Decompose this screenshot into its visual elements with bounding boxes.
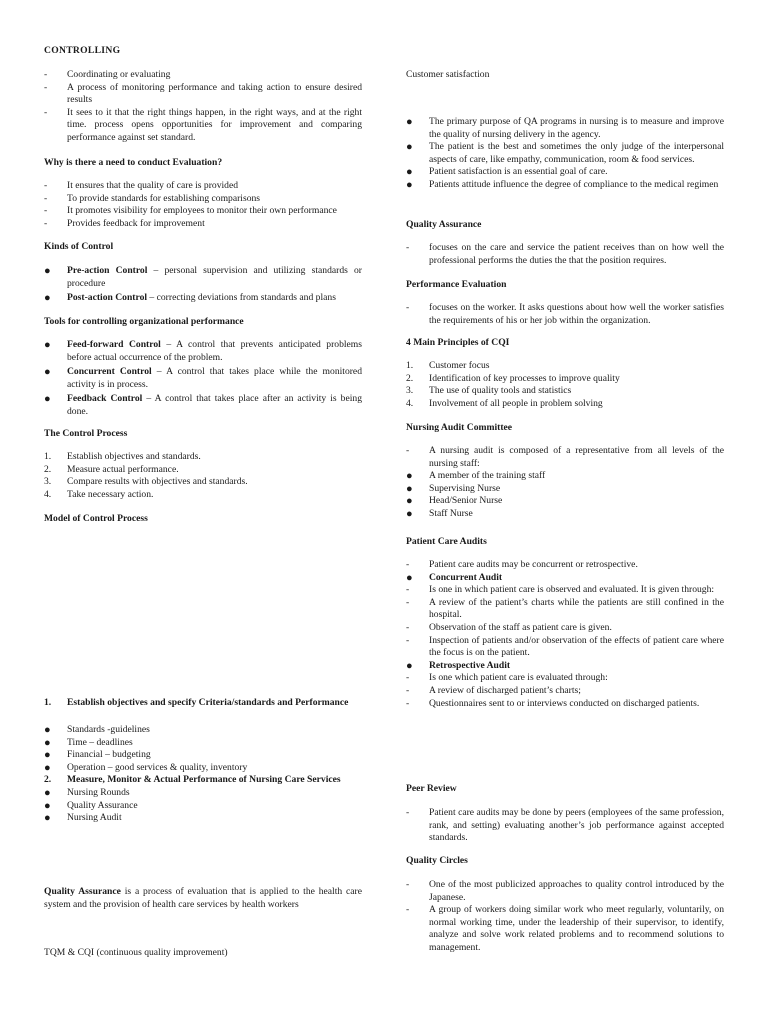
- list-item: - It promotes visibility for employees to monitor their own performance: [44, 205, 337, 217]
- list-item: - Is one which patient care is evaluated through:: [406, 672, 608, 684]
- list-item: - It sees to it that the right things happen, in the right ways, and at the right time. process opens opportunities for improvement and comparing performance against set standard.: [44, 106, 362, 143]
- list-item: ● Nursing Audit: [44, 812, 122, 825]
- list-item: 1. Customer focus: [406, 360, 490, 371]
- list-item: ● Financial – budgeting: [44, 749, 151, 762]
- list-item: ● Supervising Nurse: [406, 482, 501, 495]
- performance-evaluation-list: [406, 302, 724, 327]
- list-item: ● Standards -guidelines: [44, 724, 150, 736]
- list-item: ● The patient is the best and sometimes the only judge of the interpersonal aspects of care, like empathy, communication, room & food services.: [406, 141, 724, 165]
- tools-list: [44, 339, 362, 419]
- cqi-principles-heading: 4 Main Principles of CQI: [406, 337, 510, 348]
- model-heading: Model of Control Process: [44, 513, 148, 524]
- list-item: ● Concurrent Control – A control that takes place while the monitored activity is in process.: [44, 366, 362, 390]
- list-item: - Provides feedback for improvement: [44, 217, 205, 229]
- list-item: ● Post-action Control – correcting deviations from standards and plans: [44, 292, 336, 305]
- peer-review-heading: Peer Review: [406, 783, 457, 794]
- list-item: ● Pre-action Control – personal supervision and utilizing standards or procedure: [44, 265, 362, 289]
- control-process-list: [44, 451, 362, 501]
- list-item: - It ensures that the quality of care is provided: [44, 180, 239, 191]
- cqi-principles-list: [406, 360, 724, 410]
- tqm-cqi-label: TQM & CQI (continuous quality improvement): [44, 947, 228, 958]
- list-item: - A review of discharged patient’s charts;: [406, 684, 581, 696]
- list-item: - A process of monitoring performance and taking action to ensure desired results: [44, 81, 362, 106]
- quality-assurance-definition: Quality Assurance is a process of evaluation that is applied to the health care system and the provision of health care services by health workers: [44, 886, 362, 910]
- list-item: ● Operation – good services & quality, inventory: [44, 761, 248, 774]
- list-item: 1. Establish objectives and specify Criteria/standards and Performance: [44, 697, 349, 708]
- customer-satisfaction-list: [406, 116, 724, 192]
- list-item: 4. Take necessary action.: [44, 488, 154, 500]
- list-item: 1. Establish objectives and standards.: [44, 451, 201, 462]
- list-item: - Inspection of patients and/or observation of the effects of patient care where the focus is on the patient.: [406, 634, 724, 659]
- patient-care-audits-heading: Patient Care Audits: [406, 536, 487, 547]
- peer-review-list: [406, 807, 724, 845]
- list-item: - A review of the patient’s charts while the patients are still confined in the hospital.: [406, 596, 724, 621]
- list-item: ● Head/Senior Nurse: [406, 495, 503, 508]
- controlling-list: [44, 69, 362, 145]
- control-process-heading: The Control Process: [44, 428, 128, 439]
- list-item: 4. Involvement of all people in problem solving: [406, 397, 603, 409]
- list-item: 2. Measure, Monitor & Actual Performance of Nursing Care Services: [44, 774, 341, 786]
- list-item: ● Feed-forward Control – A control that prevents anticipated problems before actual occurrence of the problem.: [44, 339, 362, 363]
- patient-care-audits-list: [406, 559, 724, 710]
- list-item: - To provide standards for establishing comparisons: [44, 192, 261, 204]
- list-item: - A nursing audit is composed of a representative from all levels of the nursing staff:: [406, 445, 724, 469]
- list-item: ● Retrospective Audit: [406, 659, 511, 672]
- list-item: ● Concurrent Audit: [406, 571, 503, 584]
- list-item: - Patient care audits may be done by peers (employees of the same profession, rank, and setting) evaluating another’s job performance against accepted standards.: [406, 807, 724, 844]
- model-step-1-list: [44, 724, 362, 825]
- quality-assurance-list: [406, 242, 724, 267]
- quality-circles-list: [406, 879, 724, 955]
- kinds-of-control-heading: Kinds of Control: [44, 241, 114, 252]
- list-item: ● Feedback Control – A control that takes place after an activity is being done.: [44, 393, 362, 417]
- list-item: 3. Compare results with objectives and standards.: [44, 476, 248, 488]
- list-item: ● Quality Assurance: [44, 799, 138, 812]
- list-item: - Coordinating or evaluating: [44, 69, 171, 80]
- list-item: ● Nursing Rounds: [44, 786, 130, 799]
- why-evaluation-list: [44, 180, 362, 230]
- nursing-audit-committee-heading: Nursing Audit Committee: [406, 422, 513, 433]
- list-item: ● Time – deadlines: [44, 736, 133, 749]
- list-item: - Observation of the staff as patient care is given.: [406, 621, 612, 633]
- list-item: ● A member of the training staff: [406, 470, 546, 483]
- dash-marker: -: [44, 69, 48, 80]
- list-item: 3. The use of quality tools and statistics: [406, 385, 572, 397]
- list-item: - Is one in which patient care is observed and evaluated. It is given through:: [406, 584, 715, 596]
- section-title-controlling: CONTROLLING: [44, 45, 121, 56]
- list-item: ● The primary purpose of QA programs in nursing is to measure and improve the quality of nursing delivery in the agency.: [406, 116, 724, 140]
- kinds-of-control-list: [44, 265, 362, 305]
- performance-evaluation-heading: Performance Evaluation: [406, 279, 507, 290]
- list-item: - One of the most publicized approaches to quality control introduced by the Japanese.: [406, 879, 724, 903]
- list-item: ● Staff Nurse: [406, 507, 473, 520]
- list-item: 2. Identification of key processes to improve quality: [406, 372, 620, 384]
- list-item: ● Patient satisfaction is an essential goal of care.: [406, 166, 608, 179]
- quality-circles-heading: Quality Circles: [406, 855, 468, 866]
- list-item: ● Patients attitude influence the degree of compliance to the medical regimen: [406, 178, 719, 191]
- list-item: - A group of workers doing similar work who meet regularly, voluntarily, on normal working time, under the leadership of their supervisor, to identify, analyze and solve work related problems and to recommend solutions to management.: [406, 904, 724, 953]
- why-evaluation-heading: Why is there a need to conduct Evaluation?: [44, 157, 223, 168]
- list-item: - Patient care audits may be concurrent or retrospective.: [406, 559, 638, 570]
- list-item: 2. Measure actual performance.: [44, 463, 179, 475]
- list-item: - Questionnaires sent to or interviews conducted on discharged patients.: [406, 697, 700, 709]
- quality-assurance-heading: Quality Assurance: [406, 219, 482, 230]
- model-step-1: [44, 697, 362, 710]
- list-item: - focuses on the worker. It asks questions about how well the worker satisfies the requirements of his or her job within the organization.: [406, 302, 724, 326]
- list-item: - focuses on the care and service the patient receives than on how well the professional performs the duties the that the position requires.: [406, 242, 724, 266]
- dash-marker: -: [44, 81, 48, 93]
- tools-heading: Tools for controlling organizational performance: [44, 316, 244, 327]
- nursing-audit-committee-list: [406, 445, 724, 521]
- customer-satisfaction-label: Customer satisfaction: [406, 69, 490, 80]
- dash-marker: -: [44, 106, 48, 118]
